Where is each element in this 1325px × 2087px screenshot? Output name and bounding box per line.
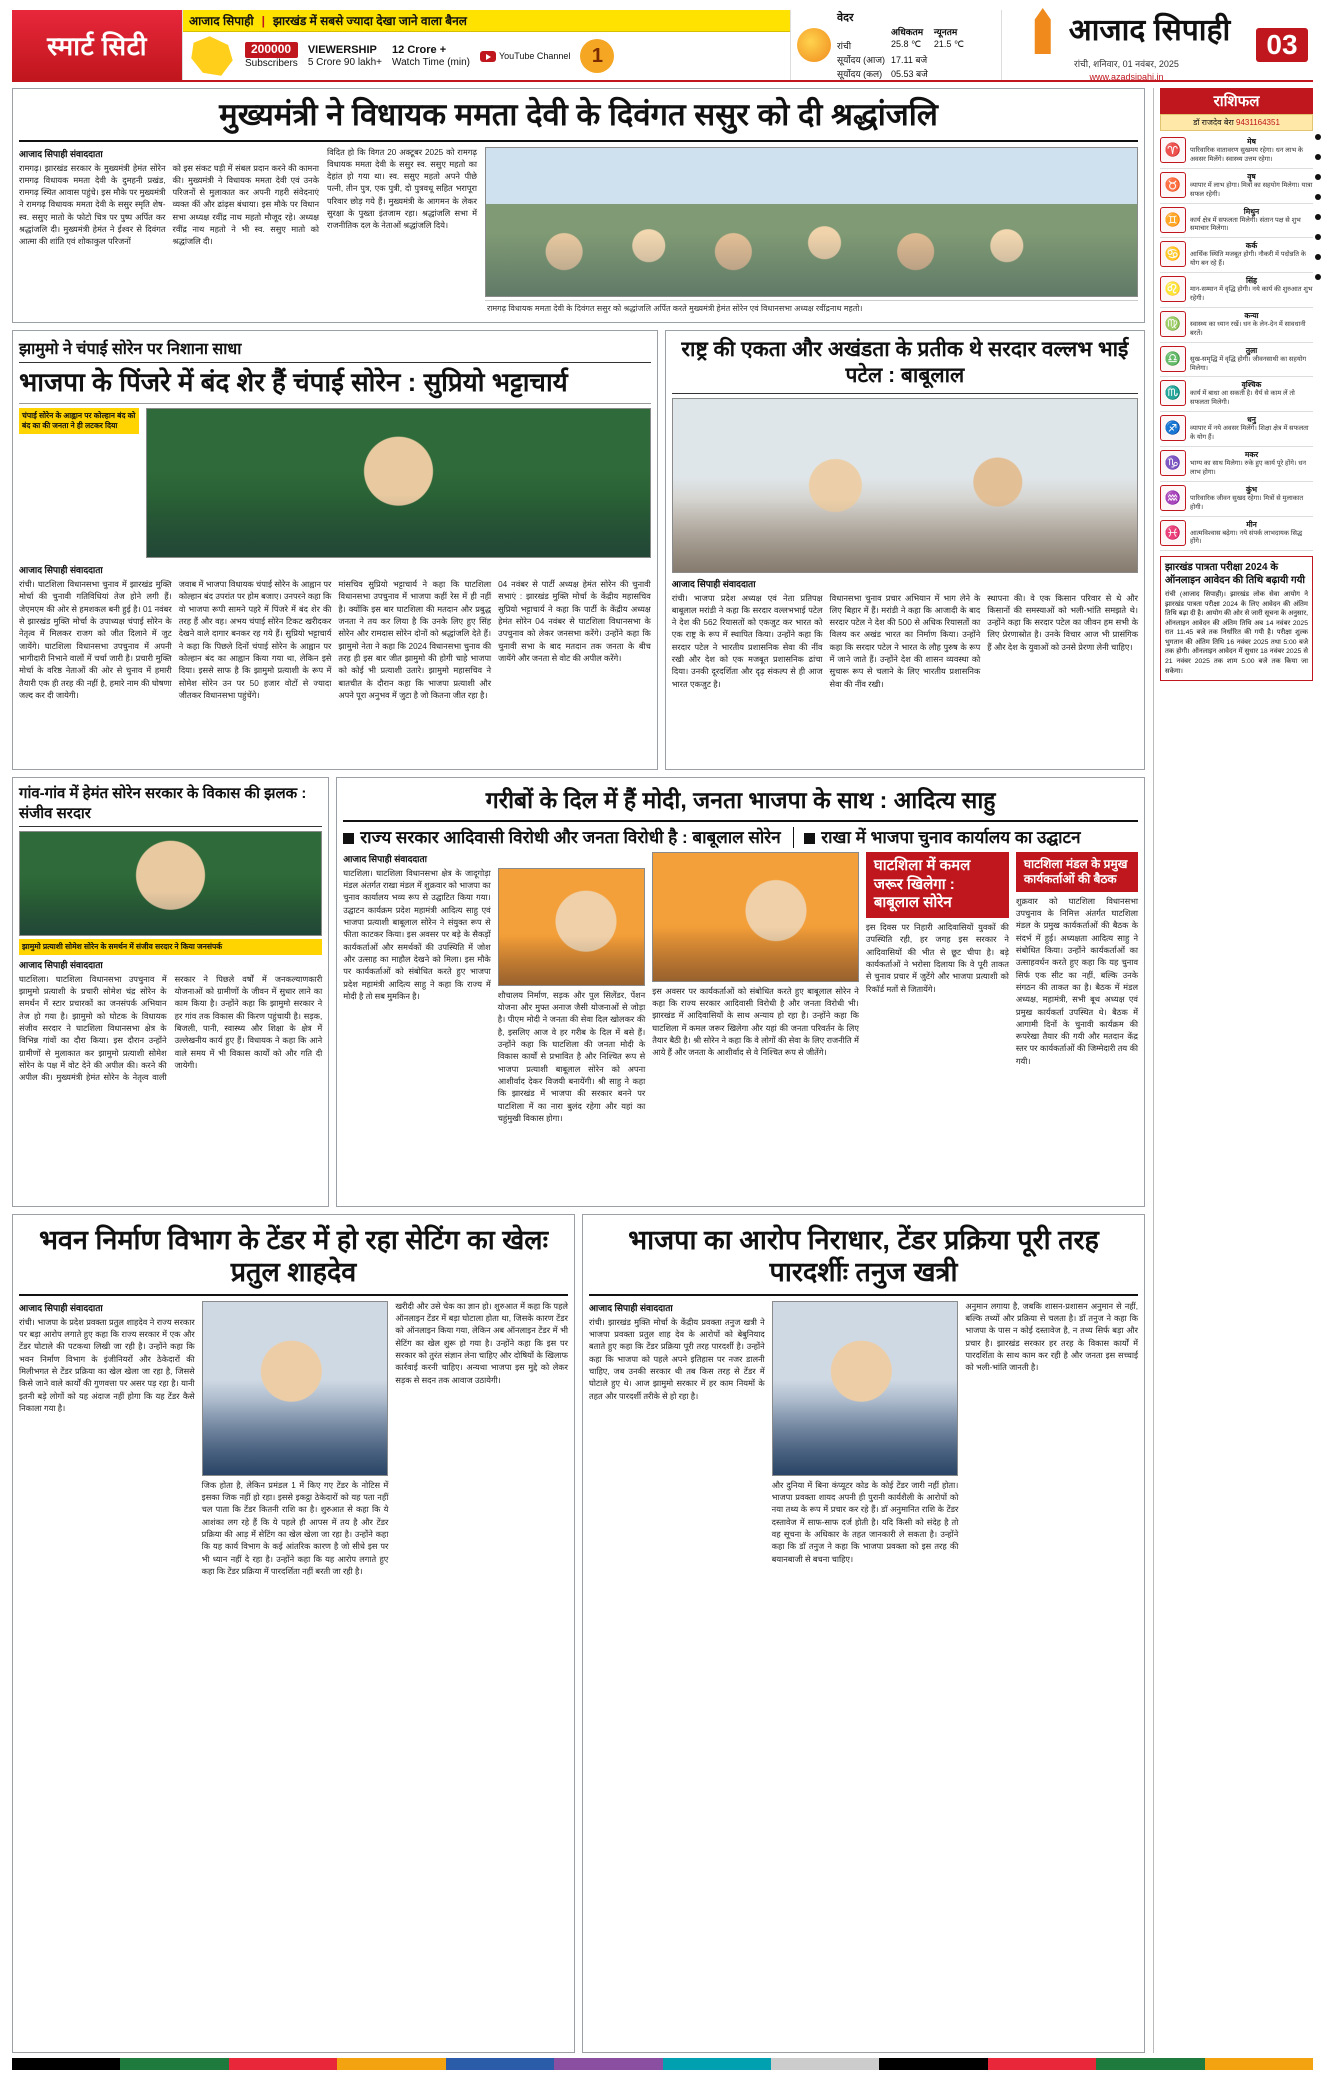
jmm-headline: भाजपा के पिंजरे में बंद शेर हैं चंपाई सोरेन : सुप्रियो भट्टाचार्य — [19, 367, 568, 397]
color-swatch — [663, 2058, 771, 2070]
astrologer-name: डॉ राजदेव बेरा — [1193, 118, 1234, 127]
lead-article — [12, 88, 1145, 323]
tender2-photo — [772, 1301, 959, 1476]
modi-photo-left — [498, 868, 646, 986]
sign-text: मान-सम्मान में वृद्धि होगी। नये कार्य की शुरुआत शुभ रहेगी। — [1190, 286, 1313, 303]
main-content — [12, 88, 1145, 2053]
promo-strip — [183, 10, 790, 32]
jmm-photo — [146, 408, 651, 558]
tender1-paragraph: खरीदी और उसे चेक का ज्ञान हो। शुरुआत में कहा कि पहले ऑनलाइन टेंडर में बड़ा घोटाला होता था, जिसके कारण टेंडर को ऑनलाइन किया गया, लेकिन अब ऑनलाइन टेंडर में भी सेटिंग का खेल शुरू हो गया है। उन्होंने कहा कि इस पर सरकार को तुरंत संज्ञान लेना चाहिए और दोषियों के खिलाफ कार्रवाई करनी चाहिए। अन्यथा भाजपा इस मुद्दे को लेकर सड़क से सदन तक आवाज उठायेगी। — [395, 1301, 568, 1385]
sign-text: पारिवारिक वातावरण सुखमय रहेगा। धन लाभ के अवसर मिलेंगे। स्वास्थ्य उत्तम रहेगा। — [1190, 147, 1303, 163]
youtube-link[interactable] — [480, 51, 570, 62]
sign-name: धनु — [1247, 415, 1256, 425]
jharkhand-map-icon — [189, 34, 235, 78]
modi-subhead-left — [343, 827, 783, 848]
color-swatch — [1205, 2058, 1313, 2070]
lead-paragraph: विदित हो कि विगत 20 अक्टूबर 2025 को रामगढ़ विधायक ममता देवी के ससुर स्व. ससुए महतो का देहांत हो गया था। स्व. ससुए महतो अपने पीछे पत्नी, तीन पुत्र, एक पुत्री, दो पुत्रवधू सहित भरापूरा परिवार छोड़ गये हैं। मुख्यमंत्री के आगमन के लेकर सुरक्षा के पुख्ता इंतजाम रहा। श्रद्धांजलि सभा में राजनीतिक दल के नेताओं श्रद्धांजलि दिये। — [327, 147, 477, 231]
registration-dots — [1315, 120, 1323, 294]
list-item — [1160, 343, 1313, 378]
modi-paragraph: इस दिवस पर निहारी आदिवासियों युवकों की उपस्थिति रही, हर जगह इस सरकार ने आदिवासियों की भीत से छूट चीपा है। बड़े कार्यकर्ताओं ने भरोसा दिलाया कि वे पूरी ताकत से चुनाव प्रचार में जुटेंगे और भाजपा प्रत्याशी को रिकॉर्ड मतों से जितायेंगे। — [865, 923, 1009, 994]
sign-text: पारिवारिक जीवन सुखद रहेगा। मित्रों से मुलाकात होगी। — [1190, 494, 1304, 511]
sign-text: भाग्य का साथ मिलेगा। रुके हुए कार्य पूरे होंगे। धन लाभ होगा। — [1190, 460, 1307, 476]
modi-subhead-left-text: राज्य सरकार आदिवासी विरोधी और जनता विरोधी है : बाबूलाल सोरेन — [360, 827, 781, 847]
sign-name: वृश्चिक — [1241, 380, 1262, 390]
color-swatch — [554, 2058, 662, 2070]
sanjiv-photo — [19, 831, 322, 936]
sign-text: स्वास्थ्य का ध्यान रखें। धन के लेन-देन में सावधानी बरतें। — [1190, 320, 1306, 337]
color-swatch — [1096, 2058, 1204, 2070]
tender1-byline: आजाद सिपाही संवाददाता — [19, 1302, 103, 1313]
jmm-paragraph: जवाब में भाजपा विधायक चंपाई सोरेन के आह्वान पर कोल्हान बंद उपरांत पर होम बजाए। उनपरने कहा कि वो भाजपा रूपी सामने पहरे में पिंजरे में बंद शेर की तरह हैं और वह। अभय चंपाई सोरेन टिकट खरीदकर देखने वाले दागार बनकर रह गये हैं। सुप्रियो भट्टाचार्य ने कहा कि पिछले दिनों चंपाई सोरेन के आह्वान पर कोल्हान बंद का आह्वान किया गया था, लेकिन इसे दिया। इससे साफ है कि झामुमो प्रत्याशी के रूप में सोमेश सोरेन उन पर 50 हजार वोटों से ज्यादा जीतकर विधानसभा पहुंचेंगे। — [178, 580, 332, 700]
list-item — [1160, 308, 1313, 343]
tender2-paragraph: और दुनिया में बिना कंप्यूटर कोड के कोई टेंडर जारी नहीं होता। भाजपा प्रवक्ता शायद अपनी ही पुरानी कार्यशैली के आरोपों को नया तथ्य के रूप में प्रचार कर रहे हैं। डॉ अनुमानित राशि के टेंडर दस्तावेज में साफ-साफ दर्ज होती है। यदि किसी को संदेह है तो वह सूचना के अधिकार के तहत जानकारी ले सकता है। उन्होंने कहा कि डॉ तनुज ने कहा कि भाजपा प्रवक्ता को इस तरह की बयानबाजी से बचना चाहिए। — [771, 1480, 959, 1564]
meeting-box-text: शुक्रवार को घाटशिला विधानसभा उपचुनाव के निमित्त अंतर्गत घाटशिला मंडल के प्रमुख कार्यकर्ताओं की बैठक के संदर्भ में हुई। अध्यक्षता आदित्य साहु ने संबोधित किया। उन्होंने कार्यकर्ताओं का उत्साहवर्धन करते हुए कहा कि यह चुनाव सिर्फ एक सीट का नहीं, बल्कि उनके संगठन की ताकत का है। बैठक में मंडल अध्यक्ष, महामंत्री, सभी बूथ अध्यक्ष एवं प्रमुख कार्यकर्ता उपस्थित थे। बैठक में आगामी दिनों के चुनावी कार्यक्रम की रूपरेखा तैयार की गयी और मतदान केंद्र स्तर पर कार्यकर्ताओं की जिम्मेदारी तय की गयी। — [1015, 896, 1138, 1066]
weather-widget — [791, 10, 1001, 80]
viewership-label: VIEWERSHIP — [307, 43, 377, 56]
list-item — [1160, 377, 1313, 412]
meeting-box-title: घाटशिला मंडल के प्रमुख कार्यकर्ताओं की बैठक — [1016, 852, 1138, 892]
subscribers-label: Subscribers — [245, 58, 298, 70]
viewership-block — [308, 44, 382, 68]
cancer-icon: ♋ — [1160, 241, 1186, 267]
weather-table — [837, 25, 964, 80]
jmm-paragraph: रांची। घाटशिला विधानसभा चुनाव में झारखंड मुक्ति मोर्चा की चुनावी गतिविधियां तेज होने लगी हैं। जेएमएम की ओर से हमशकल बनी हुई है। 01 नवंबर से झारखंड मुक्ति मोर्चा के उपाध्यक्ष चंपाई सोरेन के नेतृत्व में मिलकर राजग को जीत दिलाने में जुट जायेंगे। घाटशिला विधानसभा उपचुनाव में अपनी भागीदारी निभाने वालों में चर्चा जारी है। प्रचारी मुक्ति मोर्चा के वरिष्ठ नेताओं की ओर से चुनाव में हमारी तैयारी एक ही तरह की नहीं है, हमारे नाम की घोषणा जल्द कर दी जायेगी। — [19, 580, 172, 700]
list-item — [1160, 134, 1313, 169]
paper-nameplate — [1001, 10, 1251, 80]
color-swatch — [879, 2058, 987, 2070]
sagittarius-icon: ♐ — [1160, 415, 1186, 441]
modi-subhead-right — [804, 827, 1138, 848]
weather-cell: सूर्योदय (आज) — [837, 55, 886, 65]
sanjiv-kicker: गांव-गांव में हेमंत सोरेन सरकार के विकास की झलक : संजीव सरदार — [19, 784, 322, 827]
tender-opposition-article — [12, 1214, 575, 2053]
weather-cell — [934, 67, 964, 80]
jmm-photo-caption: चंपाई सोरेन के आह्वान पर कोल्हान बंद को बंद का की जनता ने ही लटकर दिया — [19, 408, 139, 434]
list-item — [1160, 517, 1313, 552]
sanjiv-photo-caption: झामुमो प्रत्याशी सोमेश सोरेन के समर्थन में संजीव सरदार ने किया जनसंपर्क — [19, 939, 322, 955]
sign-text: कार्य क्षेत्र में सफलता मिलेगी। संतान पक्ष से शुभ समाचार मिलेगा। — [1190, 216, 1301, 233]
lead-photo-caption: रामगढ़ विधायक ममता देवी के दिवंगत ससुर को श्रद्धांजलि अर्पित करते मुख्यमंत्री हेमंत सोरेन एवं विधानसभा अध्यक्ष रवींद्रनाथ महतो। — [485, 300, 1138, 315]
color-swatch — [771, 2058, 879, 2070]
registration-dot — [1315, 194, 1321, 200]
sign-name: मकर — [1244, 450, 1259, 460]
sanjiv-byline: आजाद सिपाही संवाददाता — [19, 959, 103, 970]
weather-cell — [934, 53, 964, 66]
promo-text: झारखंड में सबसे ज्यादा देखा जाने वाला बैनल — [272, 14, 467, 28]
gemini-icon: ♊ — [1160, 207, 1186, 233]
registration-dot — [1315, 254, 1321, 260]
promo-separator: | — [261, 13, 265, 28]
exam-notice-text: रांची (आजाद सिपाही)। झारखंड लोक सेवा आयोग ने झारखंड पात्रता परीक्षा 2024 के लिए आवेदन की अंतिम तिथि बढ़ा दी है। आयोग की ओर से जारी सूचना के अनुसार, ऑनलाइन आवेदन की अंतिम तिथि अब 14 नवंबर 2025 रात 11.45 बजे तक निर्धारित की गयी है। परीक्षा शुल्क भुगतान की अंतिम तिथि 16 नवंबर 2025 तथा 5:00 बजे तक होगी। ऑनलाइन आवेदन में सुधार 18 नवंबर 2025 से 21 नवंबर 2025 तक शाम 5:00 बजे तक किया जा सकेगा। — [1165, 591, 1308, 675]
lead-headline: मुख्यमंत्री ने विधायक ममता देवी के दिवंगत ससुर को दी श्रद्धांजलि — [219, 97, 938, 132]
tender2-paragraph: अनुमान लगाया है, जबकि शासन-प्रशासन अनुमान से नहीं, बल्कि तथ्यों और प्रक्रिया से चलता है। डॉ तनुज ने कहा कि भाजपा के पास न कोई दस्तावेज है, न तथ्य सिर्फ बड़ा और प्रचार है। झारखंड सरकार हर तरह के विकास कार्यों में पारदर्शिता के साथ काम कर रही है और जनता इस सच्चाई को भली-भांति जानती है। — [965, 1301, 1138, 1373]
sign-name: सिंह — [1246, 276, 1257, 286]
list-item — [1160, 482, 1313, 517]
tender-response-article — [582, 1214, 1145, 2053]
sun-icon — [797, 28, 831, 62]
watchtime-value: 12 Crore + — [392, 43, 447, 56]
subscribers-block — [245, 42, 298, 69]
exam-notice-box — [1160, 556, 1313, 681]
jmm-article — [12, 330, 658, 770]
tender2-byline: आजाद सिपाही संवाददाता — [589, 1302, 673, 1313]
weather-cell: 25.8 ℃ — [891, 39, 922, 49]
exam-notice-title: झारखंड पात्रता परीक्षा 2024 के ऑनलाइन आवेदन की तिथि बढ़ायी गयी — [1165, 562, 1306, 587]
list-item — [1160, 238, 1313, 273]
modi-paragraph: घाटशिला। घाटशिला विधानसभा क्षेत्र के जादूगोड़ा मंडल अंतर्गत राखा मंडल में शुक्रवार को भाजपा का चुनाव कार्यालय भव्य रूप से उद्घाटित किया गया। उद्घाटन कार्यक्रम प्रदेश महामंत्री आदित्य साहु एवं भाजपा प्रत्याशी बाबूलाल सोरेन ने संयुक्त रूप से फीता काटकर किया। इस अवसर पर बड़े के सैकड़ों कार्यकर्ताओं और समर्थकों की उपस्थिति में जोश और उत्साह का माहौल देखने को मिला। इस मौके पर कार्यकर्ताओं को संबोधित करते हुए भाजपा प्रदेश महामंत्री आदित्य साहु ने कहा कि राज्य में मोदी है तो सब मुमकिन है। — [343, 868, 491, 1001]
paper-title: आजाद सिपाही — [1068, 14, 1231, 47]
paper-dateline: रांची, शनिवार, 01 नवंबर, 2025 — [1074, 59, 1179, 69]
patel-byline: आजाद सिपाही संवाददाता — [671, 578, 756, 589]
libra-icon: ♎ — [1160, 346, 1186, 372]
sanjiv-paragraph: घाटशिला। घाटशिला विधानसभा उपचुनाव में झामुमो प्रत्याशी के प्रचारी सोमेश चंद्र सोरेन के समर्थन में स्टार प्रचारकों का जनसंपर्क अभियान तेज हो गया है। झामुमो को घोटक के विधायक संजीव सरदार ने घाटशिला विधानसभा क्षेत्र के विभिन्न गांवों का दौरा किया। इस दौरान उन्होंने ग्रामीणों से मुलाकात कर झामुमो प्रत्याशी सोमेश सोरेन के पक्ष में वोट देने की अपील की। — [19, 974, 167, 1070]
page-body — [12, 88, 1313, 2053]
list-item — [1160, 204, 1313, 239]
watchtime-block — [392, 44, 470, 68]
patel-photo — [672, 398, 1138, 573]
weather-cell: रांची — [837, 41, 852, 51]
scorpio-icon: ♏ — [1160, 380, 1186, 406]
patel-paragraph: रांची। भाजपा प्रदेश अध्यक्ष एवं नेता प्रतिपक्ष बाबूलाल मरांडी ने कहा कि सरदार वल्लभभाई पटेल ने देश की 562 रियासतों को एकजुट कर भारत को एक राष्ट्र के रूप में स्थापित किया। उन्होंने कहा कि सरदार पटेल ने भारतीय प्रशासनिक सेवा की नींव रखी और देश को एक मजबूत प्रशासनिक ढांचा दिया। उनकी दूरदर्शिता और दृढ़ संकल्प से ही आज भारत एकजुट है। — [671, 593, 823, 689]
pen-nib-icon — [1023, 8, 1063, 54]
masthead-promo — [182, 10, 791, 80]
lead-photo — [485, 147, 1138, 297]
sign-name: कुंभ — [1245, 484, 1258, 494]
rank-one-badge: 1 — [580, 39, 614, 73]
weather-cell: 05.53 बजे — [891, 69, 928, 79]
sign-name: कर्क — [1245, 241, 1258, 251]
sanjiv-article — [12, 777, 329, 1207]
modi-article — [336, 777, 1145, 1207]
list-item — [1160, 412, 1313, 447]
sign-name: वृष — [1247, 171, 1256, 181]
jmm-paragraph: मांसचिव सुप्रियो भट्टाचार्य ने कहा कि घाटशिला विधानसभा उपचुनाव में भाजपा कहीं रेस में ही नहीं है। क्योंकि इस बार घाटशिला की मतदान और प्रबुद्ध जनता ने तय कर लिया है कि उनके लिए हुए सिंह सोरेन और रामदास सोरेन दोनों को श्रद्धांजलि देते हैं। झामुमो नेता ने कहा कि 2024 विधानसभा चुनाव की तरह ही इस बार जीत झामुमो की होगी चाहे भाजपा को कोई भी प्रत्याशी उतारे। झामुमो महासचिव ने बातचीत के दौरान कहा कि भाजपा प्रत्याशी और अपने पूरा अनुभव में जुटा है जो कितना जीत रहा है। — [338, 580, 492, 700]
weather-title: वेदर — [837, 12, 854, 24]
jmm-kicker: झामुमो ने चंपाई सोरेन पर निशाना साधा — [19, 337, 651, 363]
color-swatch — [120, 2058, 228, 2070]
weather-col-0 — [837, 25, 885, 38]
viewership-value: 5 Crore 90 lakh+ — [307, 56, 383, 68]
leo-icon: ♌ — [1160, 276, 1186, 302]
patel-paragraph: स्थापना की। वे एक किसान परिवार से थे और किसानों की समस्याओं को भली-भांति समझते थे। उन्होंने कहा कि सरदार पटेल का जीवन हम सभी के लिए प्रेरणास्रोत है। उनके विचार आज भी प्रासंगिक हैं और देश के युवाओं को उनसे प्रेरणा लेनी चाहिए। — [987, 593, 1138, 652]
list-item — [1160, 447, 1313, 482]
color-swatch — [446, 2058, 554, 2070]
tender1-paragraph: जिक होता है, लेकिन प्रमंडल 1 में किए गए टेंडर के नोटिस में इसका जिक नहीं हो रहा। इससे इकट्ठा ठेकेदारों को यह पता नहीं चल पाता कि टेंडर कितनी राशि का है। शुरुआत से कहा कि ये आशंका लग रहे हैं कि ये पहले ही आपस में तय है और टेंडर प्रक्रिया की आड़ में सेटिंग का खेल खेला जा रहा है। उन्होंने कहा कि यह कार्य विभाग के कई आंतरिक कारण है जो सीधे इस पर भी ध्यान नहीं दे रहा है। उन्होंने कहा कि यह आरोप लगाते हुए कहा कि टेंडर प्रक्रिया में पारदर्शिता नहीं बरती जा रही है। — [201, 1480, 389, 1576]
registration-dot — [1315, 174, 1321, 180]
watchtime-label: Watch Time (min) — [392, 56, 470, 68]
page-number: 03 — [1256, 28, 1307, 62]
sign-name: मिथुन — [1243, 206, 1260, 216]
youtube-label: YouTube Channel — [499, 51, 571, 61]
sign-text: कार्य में बाधा आ सकती है। धैर्य से काम लें तो सफलता मिलेगी। — [1190, 390, 1295, 407]
weather-cell: 21.5 ℃ — [933, 39, 964, 49]
color-registration-bar — [12, 2058, 1313, 2070]
aquarius-icon: ♒ — [1160, 485, 1186, 511]
astrologer-phone: 9431164351 — [1236, 118, 1280, 127]
weather-col-1: अधिकतम — [891, 27, 924, 37]
pisces-icon: ♓ — [1160, 520, 1186, 546]
registration-dot — [1315, 234, 1321, 240]
tender1-headline: भवन निर्माण विभाग के टेंडर में हो रहा सेटिंग का खेलः प्रतुल शाहदेव — [38, 1225, 549, 1288]
virgo-icon: ♍ — [1160, 311, 1186, 337]
sign-text: व्यापार में नये अवसर मिलेंगे। शिक्षा क्षेत्र में सफलता के योग हैं। — [1190, 425, 1309, 442]
subscribers-count: 200000 — [245, 42, 298, 58]
masthead — [12, 10, 1313, 82]
color-swatch — [12, 2058, 120, 2070]
horoscope-title: राशिफल — [1160, 88, 1313, 114]
sign-text: सुख-समृद्धि में वृद्धि होगी। जीवनसाथी का सहयोग मिलेगा। — [1190, 355, 1307, 372]
sign-name: तुला — [1245, 345, 1258, 355]
sanjiv-paragraph: करने की अपील की। मुख्यमंत्री हेमंत सोरेन के नेतृत्व वाली सरकार ने पिछले वर्षों में जनकल्याणकारी योजनाओं को ग्रामीणों के जीवन में सुधार लाने का काम किया है। उन्होंने कहा कि झामुमो सरकार ने हर गांव तक विकास की किरण पहुंचायी है। सड़क, बिजली, पानी, स्वास्थ्य और शिक्षा के क्षेत्र में उल्लेखनीय कार्य हुए हैं। विधायक ने कहा कि आने वाले समय में भी विकास कार्यों को और गति दी जायेगी। — [19, 974, 323, 1083]
patel-article — [665, 330, 1145, 770]
jmm-paragraph: 04 नवंबर से पार्टी अध्यक्ष हेमंत सोरेन की चुनावी सभाएं : झारखंड मुक्ति मोर्चा के केंद्रीय महासचिव सुप्रियो भट्टाचार्य ने कहा कि पार्टी के केंद्रीय अध्यक्ष हेमंत सोरेन 04 नवंबर से घाटशिला विधानसभा के उपचुनाव को लेकर जनसभा करेंगे। उन्होंने कहा कि चुनावी सभा के बाद मतदान तक जनता के बीच जायेंगे और जनता से वोट की अपील करेंगे। — [498, 580, 651, 663]
sign-name: मीन — [1246, 519, 1257, 529]
lead-paragraph: रामगढ़। झारखंड सरकार के मुख्यमंत्री हेमंत सोरेन रामगढ़ विधायक ममता देवी के दुमहनी प्रखंड, रामगढ़ स्थित आवास पहुंचे। इस मौके पर मुख्यमंत्री ने रामगढ़ विधायक ममता देवी के ससुर स्मृति शेष-स्व. ससुए मातो के फोटो चित्र पर पुष्प अर्पित कर श्रद्धांजलि दी। मुख्यमंत्री हेमंत ने ईश्वर से दिवंगत आत्मा की शांति एवं शोकाकुल परिजनों — [19, 163, 166, 247]
registration-dot — [1315, 134, 1321, 140]
registration-dot — [1315, 274, 1321, 280]
color-swatch — [988, 2058, 1096, 2070]
taurus-icon: ♉ — [1160, 172, 1186, 198]
sign-text: आत्मविश्वास बढ़ेगा। नये संपर्क लाभदायक सिद्ध होंगे। — [1190, 529, 1303, 546]
weather-cell: 17.11 बजे — [891, 55, 928, 65]
sign-name: कन्या — [1244, 310, 1259, 320]
aries-icon: ♈ — [1160, 137, 1186, 163]
weather-cell: सूर्योदय (कल) — [837, 69, 883, 79]
tender1-paragraph: रांची। भाजपा के प्रदेश प्रवक्ता प्रतुल शाहदेव ने राज्य सरकार पर बड़ा आरोप लगाते हुए कहा कि राज्य सरकार में एक और टेंडर घोटाले की पटकथा लिखी जा रही है। उन्होंने कहा कि भवन निर्माण विभाग के इंजीनियरों और ठेकेदारों की मिलीभगत से टेंडर प्रक्रिया का खेल खेला जा रहा है, जिससे किसे जाने वाले कार्यों की गुणवत्ता पर असर पड़ रहा है। यानी इतनी बड़े लोगों को यह अंदाज नहीं होगा कि यह टेंडर कैसे निकाला गया है। — [19, 1317, 195, 1413]
promo-brand: आजाद सिपाही — [189, 14, 254, 28]
color-swatch — [229, 2058, 337, 2070]
tender2-headline: भाजपा का आरोप निराधार, टेंडर प्रक्रिया पूरी तरह पारदर्शीः तनुज खत्री — [628, 1225, 1099, 1288]
sign-text: व्यापार में लाभ होगा। मित्रों का सहयोग मिलेगा। यात्रा सफल रहेगी। — [1190, 181, 1313, 198]
sanjiv-body — [19, 974, 322, 1085]
sign-name: मेष — [1247, 137, 1256, 146]
smart-city-logo: स्मार्ट सिटी — [12, 10, 182, 80]
jmm-byline: आजाद सिपाही संवाददाता — [19, 565, 103, 576]
astrologer-credit — [1160, 114, 1313, 131]
modi-headline: गरीबों के दिल में हैं मोदी, जनता भाजपा के साथ : आदित्य साहु — [485, 787, 996, 813]
registration-dot — [1315, 214, 1321, 220]
registration-dot — [1315, 154, 1321, 160]
page-number-block — [1251, 10, 1313, 80]
youtube-icon — [480, 51, 496, 62]
modi-byline: आजाद सिपाही संवाददाता — [343, 853, 427, 864]
lead-byline: आजाद सिपाही संवाददाता — [19, 148, 103, 159]
babulal-quote-banner: घाटशिला में कमल जरूर खिलेगा : बाबूलाल सोरेन — [866, 852, 1009, 918]
modi-subhead-right-text: राखा में भाजपा चुनाव कार्यालय का उद्घाटन — [821, 827, 1081, 847]
modi-paragraph: इस अवसर पर कार्यकर्ताओं को संबोधित करते हुए बाबूलाल सोरेन ने कहा कि राज्य सरकार आदिवासी विरोधी है और जनता विरोधी भी। झारखंड में आदिवासियों के साथ अन्याय हो रहा है। उन्होंने कहा कि घाटशिला में कमल जरूर खिलेगा और यहां की जनता परिवर्तन के लिए तैयार बैठी है। श्री सोरेन ने कहा कि वे लोगों की सेवा के लिए राजनीति में आये हैं और जनता के आशीर्वाद से वे निश्चित रूप से जीतेंगे। — [652, 986, 859, 1058]
capricorn-icon: ♑ — [1160, 450, 1186, 476]
tender1-photo — [202, 1301, 389, 1476]
paper-website: www.azadsipahi.in — [1089, 72, 1164, 82]
promo-stats — [183, 32, 790, 80]
tender2-paragraph: रांची। झारखंड मुक्ति मोर्चा के केंद्रीय प्रवक्ता तनुज खत्री ने भाजपा प्रवक्ता प्रतुल शाह देव के आरोपों को बेबुनियाद बताते हुए कहा कि टेंडर प्रक्रिया पूरी तरह पारदर्शी है। उन्होंने कहा कि भाजपा को पहले अपने इतिहास पर नजर डालनी चाहिए, जब उनकी सरकार थी तब किस तरह से टेंडर में घोटाले हुए थे। आज झामुमो सरकार में हर काम नियमों के तहत और पारदर्शी तरीके से हो रहा है। — [589, 1317, 765, 1401]
weather-col-2: न्यूनतम — [933, 27, 958, 37]
patel-paragraph: विधानसभा चुनाव प्रचार अभियान में भाग लेने के लिए बिहार में हैं। मरांडी ने कहा कि आजादी के बाद सरदार पटेल ने देश की 500 से अधिक रियासतों का विलय कर अखंड भारत का निर्माण किया। उन्होंने कहा कि सरदार पटेल ने भारत के लौह पुरुष के रूप में जाने जाते हैं। उन्होंने देश की शासन व्यवस्था को सुचारू रूप से चलाने के लिए भारतीय प्रशासनिक सेवा की नींव रखी। — [829, 593, 981, 689]
list-item — [1160, 169, 1313, 204]
modi-photo-mid — [652, 852, 859, 982]
patel-headline: राष्ट्र की एकता और अखंडता के प्रतीक थे सरदार वल्लभ भाई पटेल : बाबूलाल — [672, 337, 1138, 394]
horoscope-rail — [1153, 88, 1313, 2053]
lead-paragraph: को इस संकट घड़ी में संबल प्रदान करने की कामना की। मुख्यमंत्री ने विधायक ममता देवी एवं उनके परिजनों से मुलाकात कर अपनी गहरी संवेदनाएं व्यक्त कीं और ढांढ़स बंधाया। इस मौके पर विधान सभा अध्यक्ष रवींद्र नाथ महतो मौजूद रहे। अध्यक्ष रवींद्र नाथ महतो ने भी स्व. ससुए मातो को श्रद्धांजलि दी। — [172, 163, 319, 247]
list-item — [1160, 273, 1313, 308]
sign-text: आर्थिक स्थिति मजबूत होगी। नौकरी में पदोन्नति के योग बन रहे हैं। — [1190, 251, 1306, 268]
modi-paragraph: शौचालय निर्माण, सड़क और पुल सिलेंडर, पेंशन योजना और मुफ्त अनाज जैसी योजनाओं से जोड़ा है। पीएम मोदी ने जनता की सेवा दिल खोलकर की है, इसलिए आज वे हर गरीब के दिल में बसे हैं। उन्होंने कहा कि घाटशिला की जनता मोदी के विकास कार्यों से प्रभावित है और निश्चित रूप से भाजपा प्रत्याशी बाबूलाल सोरेन को अपना आशीर्वाद देकर विजयी बनायेंगी। श्री साहु ने कहा कि झारखंड में भाजपा की सरकार बनने पर घाटशिला में का नारा बुलंद रहेगा और यहां का चहुंमुखी विकास होगा। — [497, 990, 646, 1123]
color-swatch — [337, 2058, 445, 2070]
